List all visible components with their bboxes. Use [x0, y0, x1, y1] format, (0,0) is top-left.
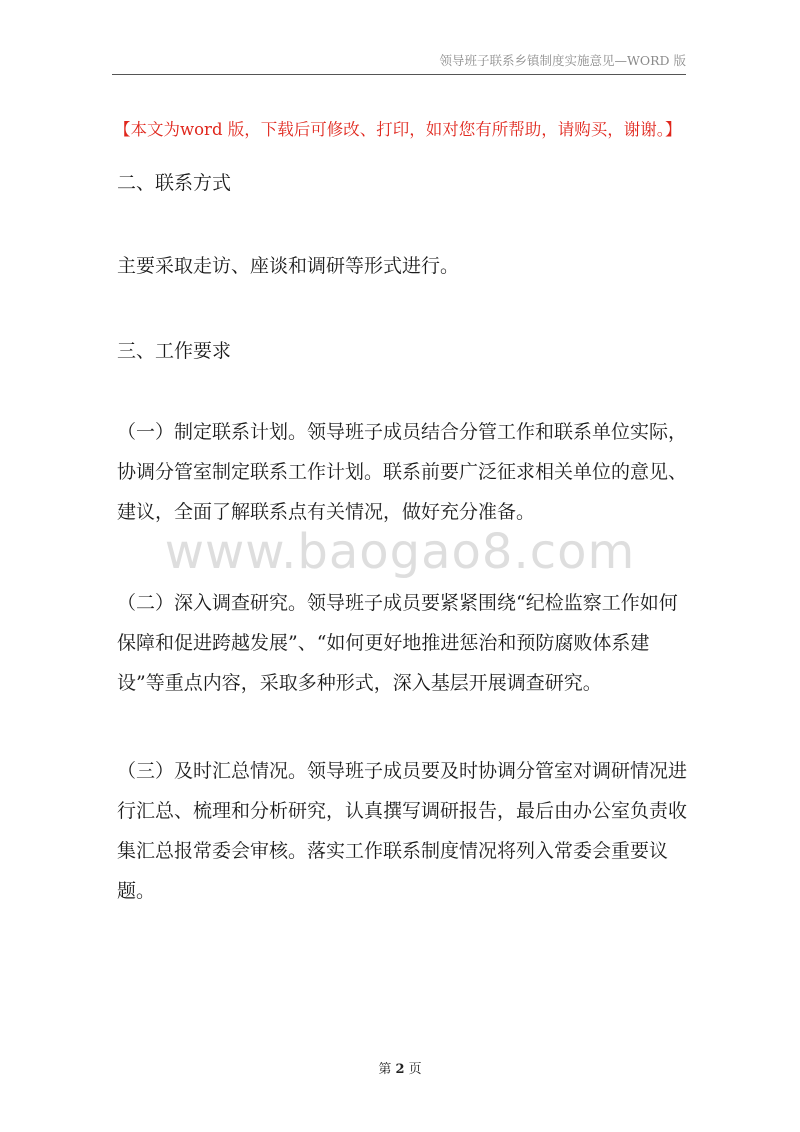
paragraph-requirement-3: （三）及时汇总情况。领导班子成员要及时协调分管室对调研情况进行汇总、梳理和分析研究，认真撰写调研报告，最后由办公室负责收集汇总报常委会审核。落实工作联系制度情况将列入常委会重要议题。 [117, 760, 688, 902]
page-header [112, 52, 686, 75]
paragraph-contact-method: 主要采取走访、座谈和调研等形式进行。 [117, 255, 460, 277]
page-number: 2 [395, 1062, 405, 1077]
footer-suffix: 页 [408, 1062, 422, 1077]
paragraph-requirement-2: （二）深入调查研究。领导班子成员要紧紧围绕“纪检监察工作如何保障和促进跨越发展”、“如何更好地推进惩治和预防腐败体系建设”等重点内容，采取多种形式，深入基层开展调查研究。 [117, 592, 678, 694]
section-heading-contact-method: 二、联系方式 [117, 172, 232, 194]
section-heading-work-requirements: 三、工作要求 [117, 340, 232, 362]
header-title: 领导班子联系乡镇制度实施意见—WORD 版 [439, 53, 686, 68]
paragraph-requirement-1: （一）制定联系计划。领导班子成员结合分管工作和联系单位实际，协调分管室制定联系工作计划。联系前要广泛征求相关单位的意见、建议，全面了解联系点有关情况，做好充分准备。 [117, 421, 688, 523]
page-footer [0, 1058, 800, 1077]
footer-prefix: 第 [378, 1062, 392, 1077]
watermark: www.baogao8.com [164, 524, 636, 580]
purchase-notice: 【本文为word 版，下载后可修改、打印，如对您有所帮助，请购买，谢谢。】 [114, 120, 682, 139]
